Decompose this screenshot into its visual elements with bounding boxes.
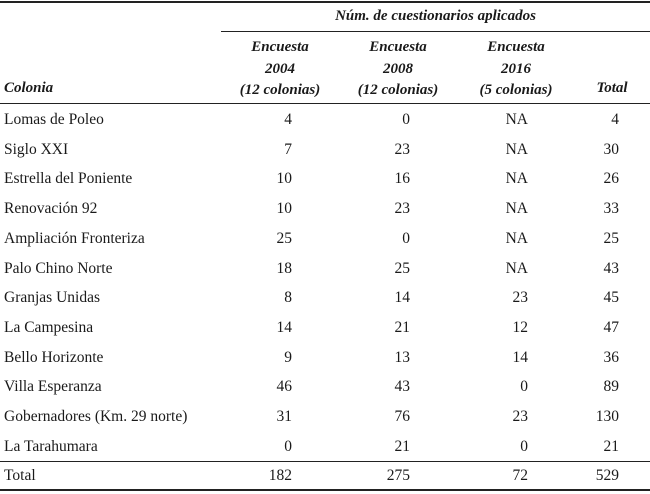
group-header-rule — [221, 31, 650, 32]
cell-2004: 25 — [276, 229, 292, 247]
table-row — [0, 432, 650, 462]
cell-2008: 21 — [394, 437, 410, 455]
cell-colonia: Bello Horizonte — [4, 348, 104, 366]
cell-total: 89 — [603, 378, 619, 396]
table-row — [0, 283, 650, 313]
cell-2016: NA — [505, 200, 528, 218]
cell-total: 26 — [603, 170, 619, 188]
cell-colonia: Gobernadores (Km. 29 norte) — [4, 408, 188, 425]
cell-colonia: Siglo XXI — [4, 140, 69, 158]
cell-2016: 0 — [520, 378, 528, 396]
cell-2004: 9 — [284, 348, 292, 366]
cell-total: 21 — [603, 437, 619, 455]
group-header: Núm. de cuestionarios aplicados — [335, 8, 536, 24]
cell-total: 30 — [603, 140, 619, 158]
cell-2008: 25 — [394, 259, 410, 277]
header-line: 2008 — [383, 60, 413, 77]
cell-2016: NA — [505, 259, 528, 277]
column-header-2004 — [221, 37, 339, 102]
cell-2004: 18 — [276, 259, 292, 277]
cell-2008: 0 — [402, 229, 410, 247]
header-line: (12 colonias) — [357, 82, 439, 98]
cell-2004: 14 — [276, 318, 292, 336]
header-line: (5 colonias) — [479, 82, 553, 98]
table-row — [0, 343, 650, 373]
header-line: Encuesta — [369, 39, 427, 55]
total-row — [0, 461, 650, 491]
total-label: Total — [4, 467, 36, 484]
table-row — [0, 402, 650, 432]
header-line: Encuesta — [487, 39, 545, 55]
cell-2016: NA — [505, 170, 528, 188]
cell-colonia: La Tarahumara — [4, 437, 98, 455]
header-line: 2004 — [265, 60, 295, 77]
cell-2016: NA — [505, 140, 528, 158]
cell-total: 25 — [603, 229, 619, 247]
cell-2004: 4 — [284, 111, 292, 128]
table-row — [0, 135, 650, 165]
total-total: 529 — [595, 467, 619, 484]
total-2004: 182 — [268, 467, 292, 484]
table-row — [0, 105, 650, 135]
bottom-rule — [0, 489, 650, 491]
cell-2008: 21 — [394, 318, 410, 336]
cell-2008: 43 — [394, 378, 410, 396]
cell-2008: 0 — [402, 111, 410, 128]
cell-2016: 0 — [520, 437, 528, 455]
cell-2008: 76 — [394, 408, 410, 425]
cell-colonia: Villa Esperanza — [4, 378, 102, 396]
cell-2008: 13 — [394, 348, 410, 366]
cell-2008: 14 — [394, 289, 410, 307]
cell-2016: 14 — [512, 348, 528, 366]
table-row — [0, 372, 650, 402]
table-row — [0, 313, 650, 343]
cell-total: 36 — [603, 348, 619, 366]
cell-2016: 23 — [512, 289, 528, 307]
cell-2016: NA — [505, 111, 528, 128]
column-header-colonia: Colonia — [4, 80, 54, 96]
header-line: Encuesta — [251, 39, 309, 55]
cell-total: 45 — [603, 289, 619, 307]
cell-2004: 10 — [276, 170, 292, 188]
cell-total: 4 — [611, 111, 619, 128]
cell-colonia: Renovación 92 — [4, 200, 98, 218]
cell-2004: 10 — [276, 200, 292, 218]
cell-2008: 23 — [394, 200, 410, 218]
total-2008: 275 — [386, 467, 410, 484]
cell-2016: 12 — [512, 318, 528, 336]
table-row — [0, 224, 650, 254]
cell-total: 47 — [603, 318, 619, 336]
cell-colonia: Estrella del Poniente — [4, 170, 133, 188]
table-row — [0, 254, 650, 284]
column-header-2008 — [339, 37, 457, 102]
cell-2004: 46 — [276, 378, 292, 396]
top-rule — [0, 1, 650, 3]
table-row — [0, 194, 650, 224]
cell-2004: 0 — [284, 437, 292, 455]
table-row — [0, 164, 650, 194]
cell-colonia: Granjas Unidas — [4, 289, 100, 307]
cell-total: 130 — [595, 408, 619, 425]
cell-2004: 8 — [284, 289, 292, 307]
cell-colonia: Lomas de Poleo — [4, 111, 104, 128]
header-line: (12 colonias) — [239, 82, 321, 98]
header-line: 2016 — [501, 60, 531, 77]
cell-2004: 31 — [276, 408, 292, 425]
cell-2016: 23 — [512, 408, 528, 425]
cell-2004: 7 — [284, 140, 292, 158]
column-header-total: Total — [596, 80, 628, 96]
cell-total: 33 — [603, 200, 619, 218]
total-2016: 72 — [512, 467, 528, 484]
cell-colonia: Palo Chino Norte — [4, 259, 113, 277]
column-header-2016 — [457, 37, 575, 102]
cell-2008: 16 — [394, 170, 410, 188]
cell-2016: NA — [505, 229, 528, 247]
header-rule — [0, 103, 650, 104]
cell-2008: 23 — [394, 140, 410, 158]
cell-total: 43 — [603, 259, 619, 277]
cell-colonia: La Campesina — [4, 318, 94, 336]
cell-colonia: Ampliación Fronteriza — [4, 229, 145, 247]
